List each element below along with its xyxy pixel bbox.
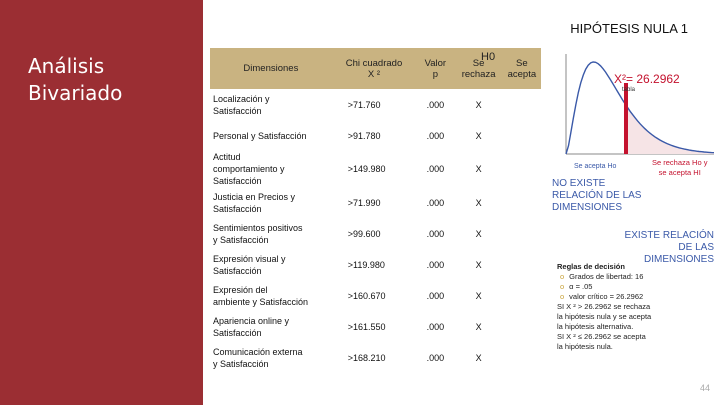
table-row: [210, 120, 541, 151]
rules-title: Reglas de decisión: [557, 262, 625, 271]
header-acepta-line1: Se: [516, 57, 528, 69]
cell-chi-square: >160.670: [347, 290, 386, 301]
cell-p-value: .000: [426, 352, 445, 363]
header-valor-line1: Valor: [424, 57, 447, 69]
section-title-line1: Análisis: [28, 54, 105, 78]
cell-acepta: [503, 151, 541, 187]
cell-rechaza: X: [475, 99, 482, 110]
slide-title: HIPÓTESIS NULA 1: [570, 21, 688, 36]
rules-bullets: [557, 272, 651, 302]
header-valor: [416, 48, 454, 89]
header-rechaza-line1: Se: [472, 57, 485, 69]
rule-bullet: o Grados de libertad: 16: [560, 272, 651, 282]
cell-dimension-line2: y Satisfacción: [213, 234, 269, 245]
rule-bullet: o α = .05: [560, 282, 651, 292]
cell-dimension-line1: Justicia en Precios y: [213, 191, 296, 202]
cell-chi-square: >149.980: [347, 164, 386, 174]
cell-chi-square: >71.760: [347, 99, 381, 110]
cell-dimension-line1: Actitud: [213, 152, 241, 162]
reject-region-label: [652, 158, 707, 178]
cell-dimension: [210, 187, 332, 218]
cell-dimension: [210, 89, 332, 120]
cell-acepta: [503, 280, 541, 311]
cell-rechaza: X: [454, 120, 502, 151]
cell-dimension-line2: Satisfacción: [213, 265, 262, 276]
cell-acepta: [503, 218, 541, 249]
sidebar: [0, 0, 203, 405]
reject-region-label-line1: Se rechaza Ho y: [652, 158, 708, 167]
header-rechaza-line2: rechaza: [461, 68, 496, 80]
relation-line3: DIMENSIONES: [643, 254, 714, 265]
cell-dimension: [210, 249, 332, 280]
header-acepta-line2: acepta: [507, 68, 537, 80]
critical-value-line: [624, 83, 628, 154]
accept-region-label: Se acepta Ho: [574, 163, 617, 170]
decision-rules: [557, 262, 651, 352]
cell-dimension-line1: Personal y Satisfacción: [213, 130, 307, 141]
cell-dimension-line2: y Satisfacción: [213, 358, 269, 369]
header-acepta: [503, 48, 541, 89]
rule-accept-line2: la hipótesis nula.: [557, 342, 613, 351]
results-table: [210, 48, 541, 373]
cell-dimension-line2: Satisfacción: [213, 105, 262, 116]
table-row: [210, 151, 541, 187]
cell-dimension-line1: Expresión del: [213, 284, 268, 295]
no-relation-line2: RELACIÓN DE LAS: [552, 190, 642, 201]
table-row: [210, 280, 541, 311]
cell-dimension: [210, 120, 332, 151]
cell-dimension-line1: Localización y: [213, 93, 270, 104]
relation-line1: EXISTE RELACIÓN: [624, 230, 714, 241]
cell-acepta: [503, 311, 541, 342]
cell-acepta: [503, 120, 541, 151]
table-row: [210, 218, 541, 249]
header-dimensiones: Dimensiones: [210, 48, 332, 89]
table-row: [210, 89, 541, 120]
cell-acepta: [503, 249, 541, 280]
cell-p-value: .000: [426, 290, 445, 301]
cell-acepta: [503, 342, 541, 373]
page-number: 44: [699, 383, 710, 393]
header-rechaza: [454, 48, 502, 89]
h0-label: H0: [481, 51, 496, 63]
header-valor-line2: p: [432, 68, 438, 80]
cell-dimension-line1: Comunicación externa: [213, 346, 303, 357]
header-chi: [332, 48, 417, 89]
rule-bullet: o valor crítico = 26.2962: [560, 292, 651, 302]
cell-rechaza: X: [454, 187, 502, 218]
cell-p-value: .000: [426, 99, 445, 110]
cell-p-value: .000: [416, 187, 454, 218]
cell-rechaza: X: [475, 352, 482, 363]
cell-acepta: [503, 89, 541, 120]
no-relation-line3: DIMENSIONES: [552, 202, 623, 213]
table-row: [210, 249, 541, 280]
section-title: [28, 53, 122, 107]
cell-dimension-line1: Apariencia online y: [213, 315, 290, 326]
tabla-label: tabla: [622, 87, 636, 93]
cell-dimension: [210, 311, 332, 342]
cell-chi-square: >99.600: [347, 228, 381, 239]
table-row: [210, 187, 541, 218]
cell-dimension-line2: Satisfacción: [213, 327, 262, 338]
relation-note: [625, 230, 714, 266]
cell-dimension: [210, 280, 332, 311]
critical-value-label: X²= 26.2962: [614, 72, 680, 86]
section-title-line2: Bivariado: [28, 81, 123, 105]
cell-rechaza: X: [475, 290, 482, 301]
cell-rechaza: X: [475, 228, 482, 239]
cell-p-value: .000: [416, 120, 454, 151]
cell-dimension-line2: comportamiento y Satisfacción: [213, 164, 285, 186]
rejection-region: [626, 108, 714, 154]
cell-rechaza: X: [454, 311, 502, 342]
no-relation-line1: NO EXISTE: [552, 178, 606, 189]
cell-dimension: [210, 218, 332, 249]
rule-reject-line1: SI X ² > 26.2962 se rechaza: [557, 302, 651, 311]
chi-square-distribution: [548, 46, 718, 171]
cell-p-value: .000: [416, 249, 454, 280]
cell-dimension-line1: Sentimientos positivos: [213, 222, 303, 233]
rule-reject-line2: la hipótesis nula y se acepta: [557, 312, 652, 321]
cell-dimension: [210, 151, 332, 187]
rule-reject-line3: la hipótesis alternativa.: [557, 322, 634, 331]
cell-p-value: .000: [426, 164, 445, 174]
cell-chi-square: >161.550: [332, 311, 417, 342]
cell-chi-square: >168.210: [347, 352, 386, 363]
cell-dimension-line2: ambiente y Satisfacción: [213, 296, 309, 307]
rule-accept-line1: SI X ² ≤ 26.2962 se acepta: [557, 332, 646, 341]
table-row: [210, 342, 541, 373]
cell-rechaza: X: [475, 164, 482, 174]
cell-chi-square: >91.780: [332, 120, 417, 151]
cell-dimension-line2: Satisfacción: [213, 203, 262, 214]
header-chi-line1: Chi cuadrado: [345, 57, 403, 69]
cell-p-value: .000: [416, 311, 454, 342]
cell-p-value: .000: [426, 228, 445, 239]
cell-chi-square: >71.990: [332, 187, 417, 218]
cell-acepta: [503, 187, 541, 218]
no-relation-note: [552, 178, 641, 214]
cell-dimension: [210, 342, 332, 373]
reject-region-label-line2: se acepta HI: [658, 168, 701, 177]
relation-line2: DE LAS: [678, 242, 714, 253]
table-row: [210, 311, 541, 342]
header-chi-line2: X ²: [367, 68, 381, 80]
cell-dimension-line1: Expresión visual y: [213, 253, 286, 264]
cell-chi-square: >119.980: [332, 249, 417, 280]
cell-rechaza: X: [454, 249, 502, 280]
